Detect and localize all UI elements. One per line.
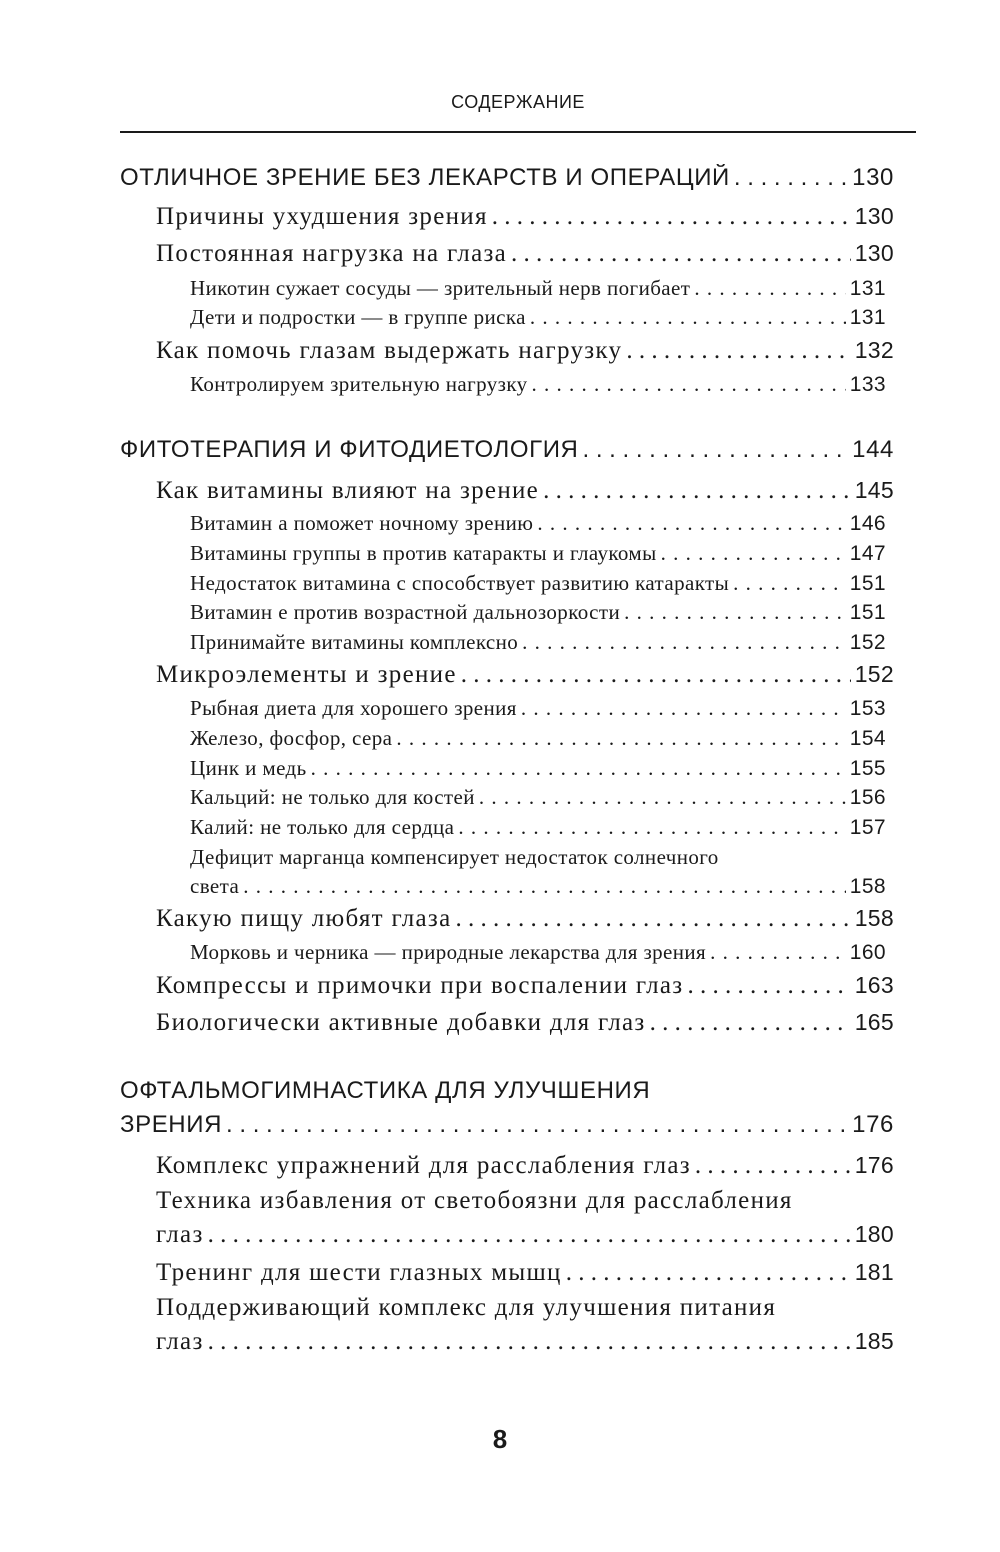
dot-leader [311,756,846,781]
dot-leader [521,696,846,721]
toc-page-number: 147 [849,542,886,565]
toc-entry-title: Микроэлементы и зрение [156,661,457,688]
dot-leader [396,726,845,751]
toc-subsection-entry[interactable] [190,785,886,810]
toc-section-entry[interactable] [156,972,894,1000]
dot-leader [522,630,846,655]
dot-leader [734,164,848,192]
toc-entry-title: Витамины группы в против катаракты и глаукомы [190,541,657,565]
toc-entry-title: Комплекс упражнений для расслабления глаз [156,1152,691,1179]
toc-entry-title: Принимайте витамины комплексно [190,630,519,654]
toc-page-number: 130 [854,203,894,229]
toc-entry-title: глаз [156,1328,204,1355]
toc-page-number: 131 [849,277,886,300]
toc-page-number: 180 [854,1221,894,1247]
dot-leader [479,785,846,810]
toc-chapter-title-first-line[interactable]: ОФТАЛЬМОГИМНАСТИКА ДЛЯ УЛУЧШЕНИЯ [120,1077,651,1104]
toc-page-number: 181 [854,1259,894,1285]
toc-subsection-entry[interactable] [190,696,886,721]
dot-leader [687,972,850,1000]
dot-leader [532,372,846,397]
toc-entry-title: Постоянная нагрузка на глаза [156,240,508,267]
toc-entry-title-first-line[interactable]: Дефицит марганца компенсирует недостаток солнечного [190,845,719,869]
dot-leader [208,1221,851,1249]
dot-leader [543,477,851,505]
toc-page-number: 146 [849,512,886,535]
toc-page-number: 154 [849,727,886,750]
page-number: 8 [492,1424,508,1454]
toc-section-entry[interactable] [156,1009,894,1037]
dot-leader [208,1328,851,1356]
toc-entry-title: Железо, фосфор, сера [190,726,393,750]
toc-page-number: 152 [854,661,894,687]
dot-leader [695,1152,851,1180]
toc-page-number: 130 [854,240,894,266]
dot-leader [226,1111,848,1139]
toc-page-number: 165 [854,1009,894,1035]
toc-subsection-entry[interactable] [190,726,886,751]
toc-subsection-entry[interactable] [190,815,886,840]
toc-subsection-entry[interactable] [190,756,886,781]
toc-page-number: 151 [849,601,886,624]
toc-entry-title: Дети и подростки — в группе риска [190,305,526,329]
toc-entry-title: Причины ухудшения зрения [156,203,488,230]
toc-page-number: 144 [852,436,894,463]
toc-subsection-entry[interactable] [190,571,886,596]
toc-subsection-entry[interactable] [190,305,886,330]
toc-chapter-entry[interactable] [120,164,894,192]
toc-page-number: 160 [849,941,886,964]
toc-subsection-entry[interactable] [190,541,886,566]
dot-leader [582,436,848,464]
dot-leader [694,276,845,301]
toc-page-number: 157 [849,816,886,839]
dot-leader [733,571,846,596]
toc-entry-title-first-line[interactable]: Техника избавления от светобоязни для расслабления [156,1187,793,1214]
toc-entry-title: Контролируем зрительную нагрузку [190,372,528,396]
dot-leader [530,305,846,330]
toc-entry-title: ОТЛИЧНОЕ ЗРЕНИЕ БЕЗ ЛЕКАРСТВ И ОПЕРАЦИЙ [120,164,730,191]
toc-entry-title: ФИТОТЕРАПИЯ И ФИТОДИЕТОЛОГИЯ [120,436,579,463]
toc-subsection-entry[interactable] [190,630,886,655]
dot-leader [492,203,851,231]
toc-page-number: 132 [854,337,894,363]
header-rule [120,131,916,133]
toc-page-number: 185 [854,1328,894,1354]
toc-section-entry[interactable] [156,1152,894,1180]
toc-page-number: 163 [854,972,894,998]
dot-leader [650,1009,851,1037]
toc-section-entry[interactable] [156,905,894,933]
toc-section-entry[interactable] [156,1221,894,1249]
dot-leader [537,511,845,536]
toc-page-number: 130 [852,164,894,191]
toc-subsection-entry[interactable] [190,874,886,899]
toc-section-entry[interactable] [156,337,894,365]
dot-leader [243,874,846,899]
toc-subsection-entry[interactable] [190,600,886,625]
dot-leader [458,815,845,840]
toc-entry-title: Цинк и медь [190,756,307,780]
toc-page-number: 158 [849,875,886,898]
toc-entry-title: Витамин а поможет ночному зрению [190,511,534,535]
toc-entry-title: глаз [156,1221,204,1248]
toc-entry-title: Морковь и черника — природные лекарства для зрения [190,940,707,964]
toc-entry-title: Биологически активные добавки для глаз [156,1009,646,1036]
toc-section-entry[interactable] [156,1328,894,1356]
toc-subsection-entry[interactable] [190,940,886,965]
dot-leader [455,905,850,933]
toc-section-entry[interactable] [156,203,894,231]
toc-page-number: 155 [849,757,886,780]
dot-leader [511,240,851,268]
running-head: СОДЕРЖАНИЕ [451,92,585,112]
toc-entry-title: Кальций: не только для костей [190,785,475,809]
toc-entry-title: Как помочь глазам выдержать нагрузку [156,337,623,364]
toc-subsection-entry[interactable] [190,372,886,397]
toc-page-number: 176 [852,1111,894,1138]
dot-leader [461,661,851,689]
toc-entry-title: Какую пищу любят глаза [156,905,452,932]
dot-leader [710,940,846,965]
toc-section-entry[interactable] [156,240,894,268]
toc-page-number: 145 [854,477,894,503]
toc-entry-title: Тренинг для шести глазных мышц [156,1259,562,1286]
toc-subsection-entry[interactable] [190,511,886,536]
toc-page-number: 158 [854,905,894,931]
toc-entry-title: Никотин сужает сосуды — зрительный нерв погибает [190,276,691,300]
toc-chapter-entry[interactable] [120,1111,894,1139]
toc-page-number: 156 [849,786,886,809]
toc-page-number: 151 [849,572,886,595]
dot-leader [566,1259,851,1287]
toc-page-number: 176 [854,1152,894,1178]
toc-page-number: 133 [849,373,886,396]
toc-entry-title-first-line[interactable]: Поддерживающий комплекс для улучшения питания [156,1294,777,1321]
toc-page-number: 152 [849,631,886,654]
toc-entry-title: Витамин е против возрастной дальнозоркости [190,600,621,624]
toc-entry-title: Рыбная диета для хорошего зрения [190,696,517,720]
toc-page-number: 131 [849,306,886,329]
toc-entry-title: Недостаток витамина с способствует развитию катаракты [190,571,730,595]
toc-entry-title: Как витамины влияют на зрение [156,477,540,504]
dot-leader [661,541,846,566]
toc-entry-title: света [190,874,240,898]
toc-entry-title: Калий: не только для сердца [190,815,455,839]
toc-section-entry[interactable] [156,477,894,505]
toc-section-entry[interactable] [156,1259,894,1287]
toc-entry-title: ЗРЕНИЯ [120,1111,223,1138]
toc-section-entry[interactable] [156,661,894,689]
toc-subsection-entry[interactable] [190,276,886,301]
toc-entry-title: Компрессы и примочки при воспалении глаз [156,972,684,999]
toc-chapter-entry[interactable] [120,436,894,464]
dot-leader [626,337,850,365]
dot-leader [624,600,846,625]
toc-page-number: 153 [849,697,886,720]
